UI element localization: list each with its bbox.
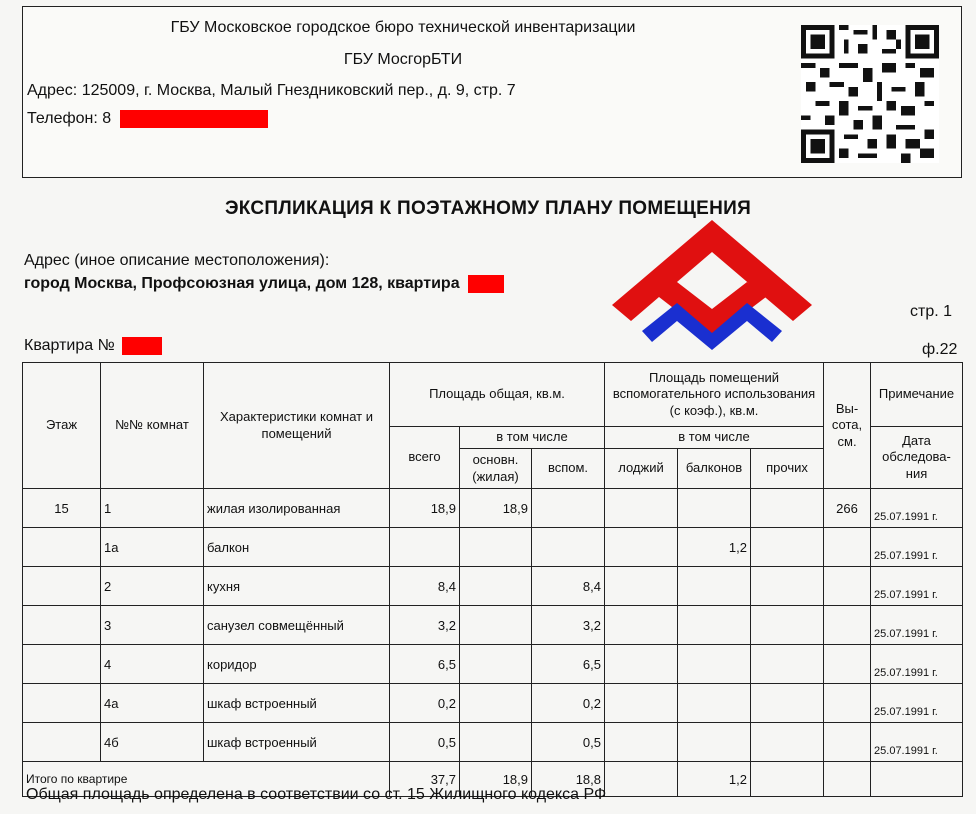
apartment-line (24, 337, 162, 355)
cell-height (824, 528, 871, 567)
cell-date: 25.07.1991 г. (871, 684, 963, 723)
cell-living (460, 723, 532, 762)
cell-aux: 8,4 (532, 567, 605, 606)
col-other: прочих (751, 449, 824, 489)
org-address: Адрес: 125009, г. Москва, Малый Гнездниковский пер., д. 9, стр. 7 (27, 82, 516, 99)
header-box (22, 6, 962, 178)
form-number: ф.22 (922, 341, 958, 358)
cell-other (751, 489, 824, 528)
cell-loggia (605, 606, 678, 645)
totals-label: Итого по квартире (23, 762, 390, 797)
cell-other (751, 723, 824, 762)
cell-loggia (605, 567, 678, 606)
cell-floor: 15 (23, 489, 101, 528)
cell-balcony: 1,2 (678, 528, 751, 567)
cell-floor (23, 567, 101, 606)
cell-total: 0,5 (390, 723, 460, 762)
cell-floor (23, 645, 101, 684)
totals-date (871, 762, 963, 797)
cell-height (824, 684, 871, 723)
cell-balcony (678, 606, 751, 645)
cell-date: 25.07.1991 г. (871, 528, 963, 567)
cell-height (824, 567, 871, 606)
cell-aux: 0,5 (532, 723, 605, 762)
cell-aux (532, 528, 605, 567)
cell-total: 0,2 (390, 684, 460, 723)
table-row (23, 489, 963, 528)
cell-floor (23, 528, 101, 567)
footer-note: Общая площадь определена в соответствии со ст. 15 Жилищного кодекса РФ (26, 786, 607, 803)
cell-other (751, 606, 824, 645)
col-area-total: Площадь общая, кв.м. (390, 363, 605, 427)
totals-living: 18,9 (460, 762, 532, 797)
cell-balcony (678, 645, 751, 684)
col-characteristics: Характеристики комнат и помещений (204, 363, 390, 489)
totals-balcony: 1,2 (678, 762, 751, 797)
apartment-number-redaction (468, 275, 504, 293)
cell-loggia (605, 489, 678, 528)
cell-floor (23, 723, 101, 762)
col-rooms: №№ комнат (101, 363, 204, 489)
cell-total: 3,2 (390, 606, 460, 645)
col-loggias: лоджий (605, 449, 678, 489)
apartment-redaction (122, 337, 162, 355)
cell-balcony (678, 723, 751, 762)
cell-living (460, 684, 532, 723)
cell-loggia (605, 684, 678, 723)
cell-other (751, 528, 824, 567)
document-title: ЭКСПЛИКАЦИЯ К ПОЭТАЖНОМУ ПЛАНУ ПОМЕЩЕНИЯ (224, 198, 752, 219)
bti-logo-icon (612, 220, 812, 355)
cell-room: 3 (101, 606, 204, 645)
cell-room: 4 (101, 645, 204, 684)
phone-redaction (120, 110, 268, 128)
cell-date: 25.07.1991 г. (871, 489, 963, 528)
cell-living (460, 528, 532, 567)
col-balconies: балконов (678, 449, 751, 489)
cell-floor (23, 606, 101, 645)
col-aux: вспом. (532, 449, 605, 489)
cell-other (751, 567, 824, 606)
cell-balcony (678, 567, 751, 606)
cell-room: 4б (101, 723, 204, 762)
location-value-line (24, 275, 504, 293)
cell-room: 2 (101, 567, 204, 606)
col-survey-date: Дата обследова-ния (871, 427, 963, 489)
apartment-label: Квартира № (24, 337, 115, 355)
col-height: Вы-сота, см. (824, 363, 871, 489)
cell-other (751, 684, 824, 723)
cell-living: 18,9 (460, 489, 532, 528)
totals-other (751, 762, 824, 797)
cell-name: шкаф встроенный (204, 684, 390, 723)
cell-aux: 0,2 (532, 684, 605, 723)
page-number: стр. 1 (910, 303, 953, 320)
cell-loggia (605, 528, 678, 567)
cell-loggia (605, 645, 678, 684)
cell-living (460, 606, 532, 645)
totals-total: 37,7 (390, 762, 460, 797)
cell-name: жилая изолированная (204, 489, 390, 528)
cell-balcony (678, 684, 751, 723)
cell-room: 4а (101, 684, 204, 723)
table-row (23, 528, 963, 567)
cell-height (824, 723, 871, 762)
location-value: город Москва, Профсоюзная улица, дом 128, квартира (24, 275, 460, 293)
cell-name: шкаф встроенный (204, 723, 390, 762)
cell-date: 25.07.1991 г. (871, 723, 963, 762)
cell-floor (23, 684, 101, 723)
cell-height (824, 606, 871, 645)
cell-aux (532, 489, 605, 528)
cell-aux: 3,2 (532, 606, 605, 645)
qr-code-icon (801, 25, 939, 163)
cell-date: 25.07.1991 г. (871, 567, 963, 606)
table-row (23, 723, 963, 762)
cell-height (824, 645, 871, 684)
col-aux-area: Площадь помещений вспомогательного использования (с коэф.), кв.м. (605, 363, 824, 427)
phone-label: Телефон: 8 (27, 110, 112, 128)
col-note: Примечание (871, 363, 963, 427)
location-label: Адрес (иное описание местоположения): (24, 252, 330, 269)
col-floor: Этаж (23, 363, 101, 489)
cell-living (460, 567, 532, 606)
col-all: всего (390, 427, 460, 489)
cell-total (390, 528, 460, 567)
table-row (23, 684, 963, 723)
org-phone (27, 110, 268, 128)
cell-total: 6,5 (390, 645, 460, 684)
cell-room: 1а (101, 528, 204, 567)
col-living: основн. (жилая) (460, 449, 532, 489)
org-full-name: ГБУ Московское городское бюро технической инвентаризации (170, 19, 636, 36)
cell-living (460, 645, 532, 684)
cell-aux: 6,5 (532, 645, 605, 684)
table-row (23, 606, 963, 645)
org-short-name: ГБУ МосгорБТИ (343, 51, 463, 68)
col-incl-area: в том числе (460, 427, 605, 449)
cell-height: 266 (824, 489, 871, 528)
cell-loggia (605, 723, 678, 762)
cell-name: балкон (204, 528, 390, 567)
totals-height (824, 762, 871, 797)
table-row (23, 567, 963, 606)
col-incl-aux: в том числе (605, 427, 824, 449)
cell-date: 25.07.1991 г. (871, 645, 963, 684)
cell-name: коридор (204, 645, 390, 684)
cell-name: кухня (204, 567, 390, 606)
explication-table (22, 362, 963, 797)
cell-name: санузел совмещённый (204, 606, 390, 645)
cell-date: 25.07.1991 г. (871, 606, 963, 645)
cell-other (751, 645, 824, 684)
totals-loggia (605, 762, 678, 797)
cell-total: 18,9 (390, 489, 460, 528)
table-row (23, 645, 963, 684)
cell-total: 8,4 (390, 567, 460, 606)
totals-aux: 18,8 (532, 762, 605, 797)
cell-balcony (678, 489, 751, 528)
cell-room: 1 (101, 489, 204, 528)
